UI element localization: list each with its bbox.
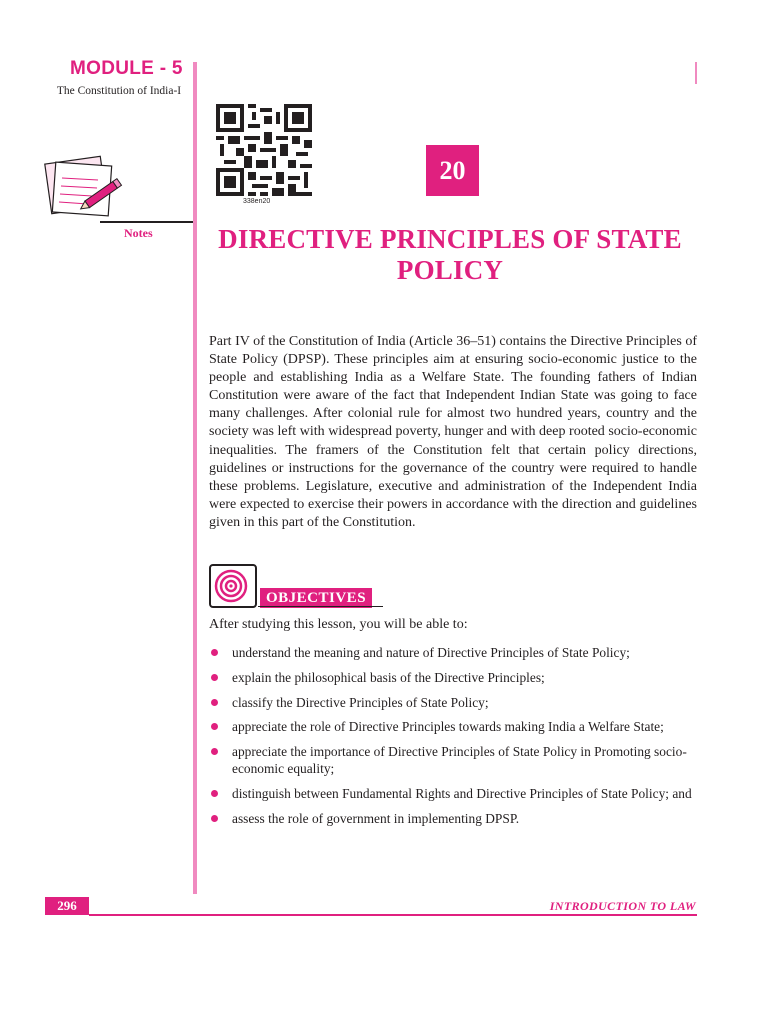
page-number: 296	[45, 897, 89, 915]
notes-label: Notes	[124, 226, 153, 240]
bullet-icon	[211, 748, 218, 755]
chapter-title: DIRECTIVE PRINCIPLES OF STATE POLICY	[218, 224, 682, 285]
bullet-icon	[211, 815, 218, 822]
bullet-icon	[211, 723, 218, 730]
intro-paragraph: Part IV of the Constitution of India (Article 36–51) contains the Directive Principles of State Policy (DPSP). These principles aim at ensuring socio-economic justice to the people and establishing India as a Welfare State. The founding fathers of Indian Constitution were aware of the fact that Independent Indian State was going to face many challenges. After colonial rule for almost two hundred years, country and the society was left with widespread poverty, hunger and with deep rooted socio-economic inequalities. The framers of the Constitution felt that certain policy directions, guidelines or instructions for the governance of the country were required to handle these problems. Legislature, executive and administration of the Independent India were expected to exercise their powers in accordance with the direction and guidelines given in this part of the Constitution.	[209, 334, 697, 530]
chapter-number: 20	[426, 145, 479, 196]
list-item	[209, 644, 699, 661]
bullet-icon	[211, 649, 218, 656]
objective-text: appreciate the role of Directive Principles towards making India a Welfare State;	[232, 719, 664, 735]
module-title: MODULE - 5	[70, 58, 183, 79]
objective-text: classify the Directive Principles of State Policy;	[232, 694, 489, 710]
list-item	[209, 718, 699, 735]
list-item	[209, 694, 699, 711]
module-subtitle: The Constitution of India-I	[56, 85, 182, 97]
list-item	[209, 743, 699, 777]
footer-divider	[89, 914, 697, 916]
bullet-icon	[211, 790, 218, 797]
list-item	[209, 785, 699, 802]
top-margin-mark	[695, 62, 697, 84]
objectives-underline	[258, 606, 383, 607]
objective-text: distinguish between Fundamental Rights and Directive Principles of State Policy; and	[232, 785, 692, 801]
notes-pencil-icon	[40, 150, 130, 227]
target-icon	[209, 564, 257, 608]
bullet-icon	[211, 699, 218, 706]
objectives-heading: OBJECTIVES	[260, 588, 372, 608]
list-item	[209, 810, 699, 827]
qr-code-label: 338en20	[243, 198, 271, 205]
running-title: INTRODUCTION TO LAW	[549, 899, 696, 913]
objective-text: appreciate the importance of Directive Principles of State Policy in Promoting socio-economic equality;	[232, 744, 687, 777]
objective-text: understand the meaning and nature of Directive Principles of State Policy;	[232, 645, 630, 660]
objective-text: assess the role of government in implementing DPSP.	[232, 810, 520, 826]
list-item	[209, 669, 699, 686]
qr-code-icon	[216, 104, 312, 201]
objectives-lead: After studying this lesson, you will be able to:	[209, 617, 468, 632]
objective-text: explain the philosophical basis of the Directive Principles;	[232, 669, 545, 685]
sidebar-divider	[193, 62, 197, 894]
notes-divider	[100, 221, 196, 223]
objectives-list	[209, 644, 699, 835]
bullet-icon	[211, 674, 218, 681]
